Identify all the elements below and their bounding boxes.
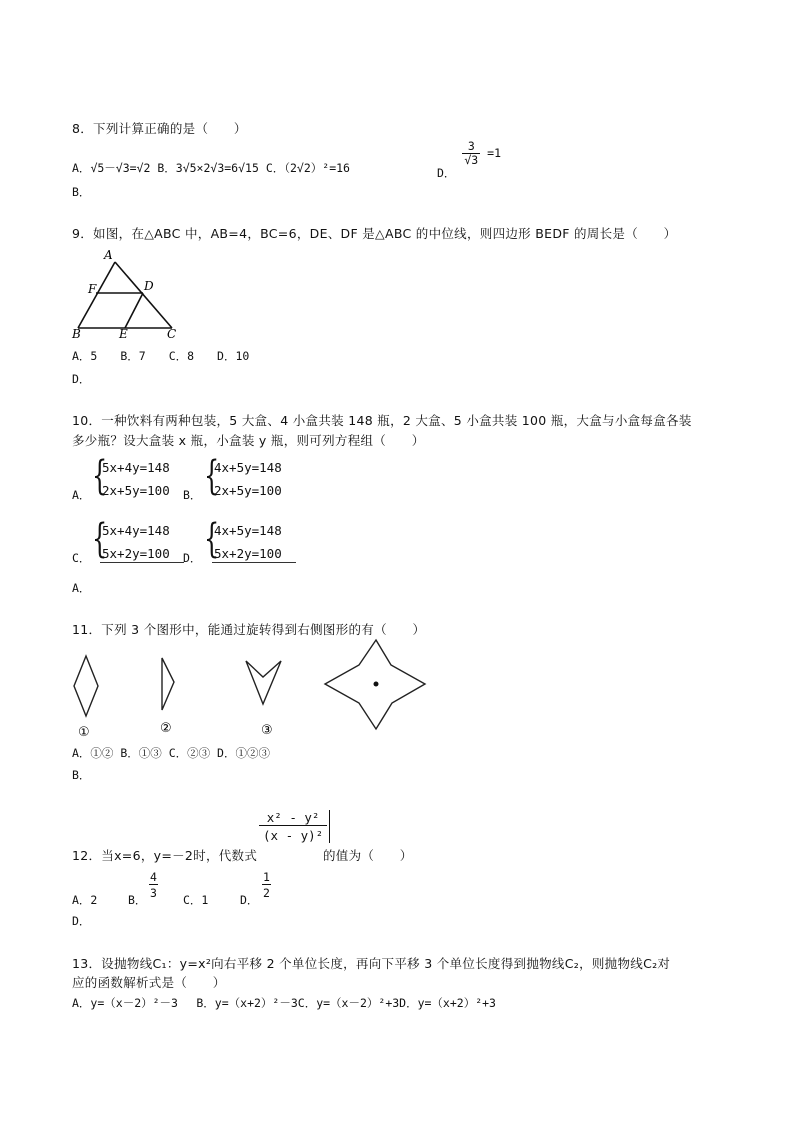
q9-triangle-figure <box>70 248 190 341</box>
q10-optC-eq1: 5x+4y=148 <box>102 523 170 538</box>
q10-optC-underline <box>100 562 184 563</box>
q12-optD-fraction <box>262 870 271 900</box>
q10-optA-eq2: 2x+5y=100 <box>102 483 170 498</box>
q12-optB-num: 4 <box>150 870 157 884</box>
q8-answer: B． <box>72 185 91 199</box>
q11-rhombus-shape <box>74 656 98 716</box>
q12-answer: D． <box>72 914 91 928</box>
q11-stem: 11．下列 3 个图形中，能通过旋转得到右侧图形的有（ ） <box>72 622 426 637</box>
q10-optC-brace: { <box>92 516 108 562</box>
q10-optC-eq2: 5x+2y=100 <box>102 546 170 561</box>
q8-optD-fraction <box>462 140 480 166</box>
q10-optD-brace: { <box>204 516 220 562</box>
q9-label-b: B <box>72 327 81 341</box>
q11-kite-shape <box>162 658 174 710</box>
q12-frac-num: x² - y² <box>259 810 327 826</box>
q9-side-ab <box>78 262 115 328</box>
q11-figures <box>62 640 442 740</box>
q12-optB-fraction <box>149 870 158 900</box>
q10-optA-brace: { <box>92 453 108 499</box>
q10-optD-eq2: 5x+2y=100 <box>214 546 282 561</box>
q12-optA: A．2 <box>72 893 98 907</box>
q8-optD <box>437 139 502 180</box>
q10-stem-line1: 10．一种饮料有两种包装，5 大盒、4 小盒共装 148 瓶，2 大盒、5 小盒共装 100 瓶，大盒与小盒每盒各装 <box>72 413 692 428</box>
q12-optB-den: 3 <box>150 886 157 900</box>
q11-arrowhead-shape <box>246 661 281 704</box>
q8-stem: 8．下列计算正确的是（ ） <box>72 121 247 136</box>
q12-expression-fraction <box>259 810 330 843</box>
q12-optD-den: 2 <box>263 886 270 900</box>
q13-options: A．y=（x－2）²－3 B．y=（x+2）²－3C．y=（x－2）²+3D．y=（x+2）²+3 <box>72 996 496 1010</box>
q12-optB-label: B． <box>128 893 147 907</box>
q12-stem-prefix: 12．当x=6，y=－2时，代数式 <box>72 848 258 863</box>
q8-optB-expr: 3√5×2√3=6√15 <box>175 161 259 175</box>
q13-stem-line1: 13．设抛物线C₁：y=x²向右平移 2 个单位长度，再向下平移 3 个单位长度得到抛物线C₂，则抛物线C₂对 <box>72 956 671 971</box>
q8-optD-num: 3 <box>462 140 480 154</box>
q9-label-f: F <box>88 282 97 296</box>
q8-options <box>72 160 364 176</box>
q8-optD-label: D． <box>437 165 456 180</box>
q11-options: A．①② B．①③ C．②③ D．①②③ <box>72 746 270 760</box>
q9-label-e: E <box>119 327 128 341</box>
q8-optB-label: B． <box>157 161 176 175</box>
q10-answer: A． <box>72 581 91 595</box>
q10-optA-label: A． <box>72 488 91 502</box>
q9-segment-de <box>125 293 143 328</box>
q10-optB-brace: { <box>204 453 220 499</box>
q9-stem: 9．如图，在△ABC 中，AB=4，BC=6，DE、DF 是△ABC 的中位线，则四边形 BEDF 的周长是（ ） <box>72 226 677 241</box>
q8-optC-label: C． <box>265 161 285 175</box>
q8-optD-tail: =1 <box>487 145 502 160</box>
q12-optC: C．1 <box>183 893 209 907</box>
q11-fig-label-2: ② <box>160 721 172 736</box>
q8-optC-expr: （2√2）²=16 <box>284 161 350 175</box>
q9-label-a: A <box>104 248 113 262</box>
q10-optD-label: D． <box>183 551 202 565</box>
q13-stem-line2: 应的函数解析式是（ ） <box>72 975 226 990</box>
q12-frac-den: (x - y)² <box>263 828 324 843</box>
q10-optC-label: C． <box>72 551 91 565</box>
q10-optD-eq1: 4x+5y=148 <box>214 523 282 538</box>
q9-answer: D． <box>72 372 91 386</box>
q11-star-center-dot <box>374 682 379 687</box>
q10-optD-underline <box>212 562 296 563</box>
q12-stem-suffix: 的值为（ ） <box>323 848 413 863</box>
q9-side-ac <box>115 262 172 328</box>
q10-optB-eq1: 4x+5y=148 <box>214 460 282 475</box>
q10-optB-eq2: 2x+5y=100 <box>214 483 282 498</box>
q11-answer: B． <box>72 768 91 782</box>
q9-label-c: C <box>167 327 177 341</box>
q12-optD-label: D． <box>240 893 259 907</box>
q8-optA-label: A． <box>72 161 91 175</box>
q12-optD-num: 1 <box>263 870 270 884</box>
q10-stem-line2: 多少瓶？设大盒装 x 瓶，小盒装 y 瓶，则可列方程组（ ） <box>72 433 425 448</box>
q9-label-d: D <box>144 279 154 293</box>
q8-optA-expr: √5－√3=√2 <box>90 161 151 175</box>
q9-options: A．5 B．7 C．8 D．10 <box>72 349 250 363</box>
q11-fig-label-1: ① <box>78 725 90 740</box>
q8-optD-den: √3 <box>464 152 479 167</box>
q11-fig-label-3: ③ <box>261 723 273 738</box>
q10-optB-label: B． <box>183 488 202 502</box>
q10-optA-eq1: 5x+4y=148 <box>102 460 170 475</box>
